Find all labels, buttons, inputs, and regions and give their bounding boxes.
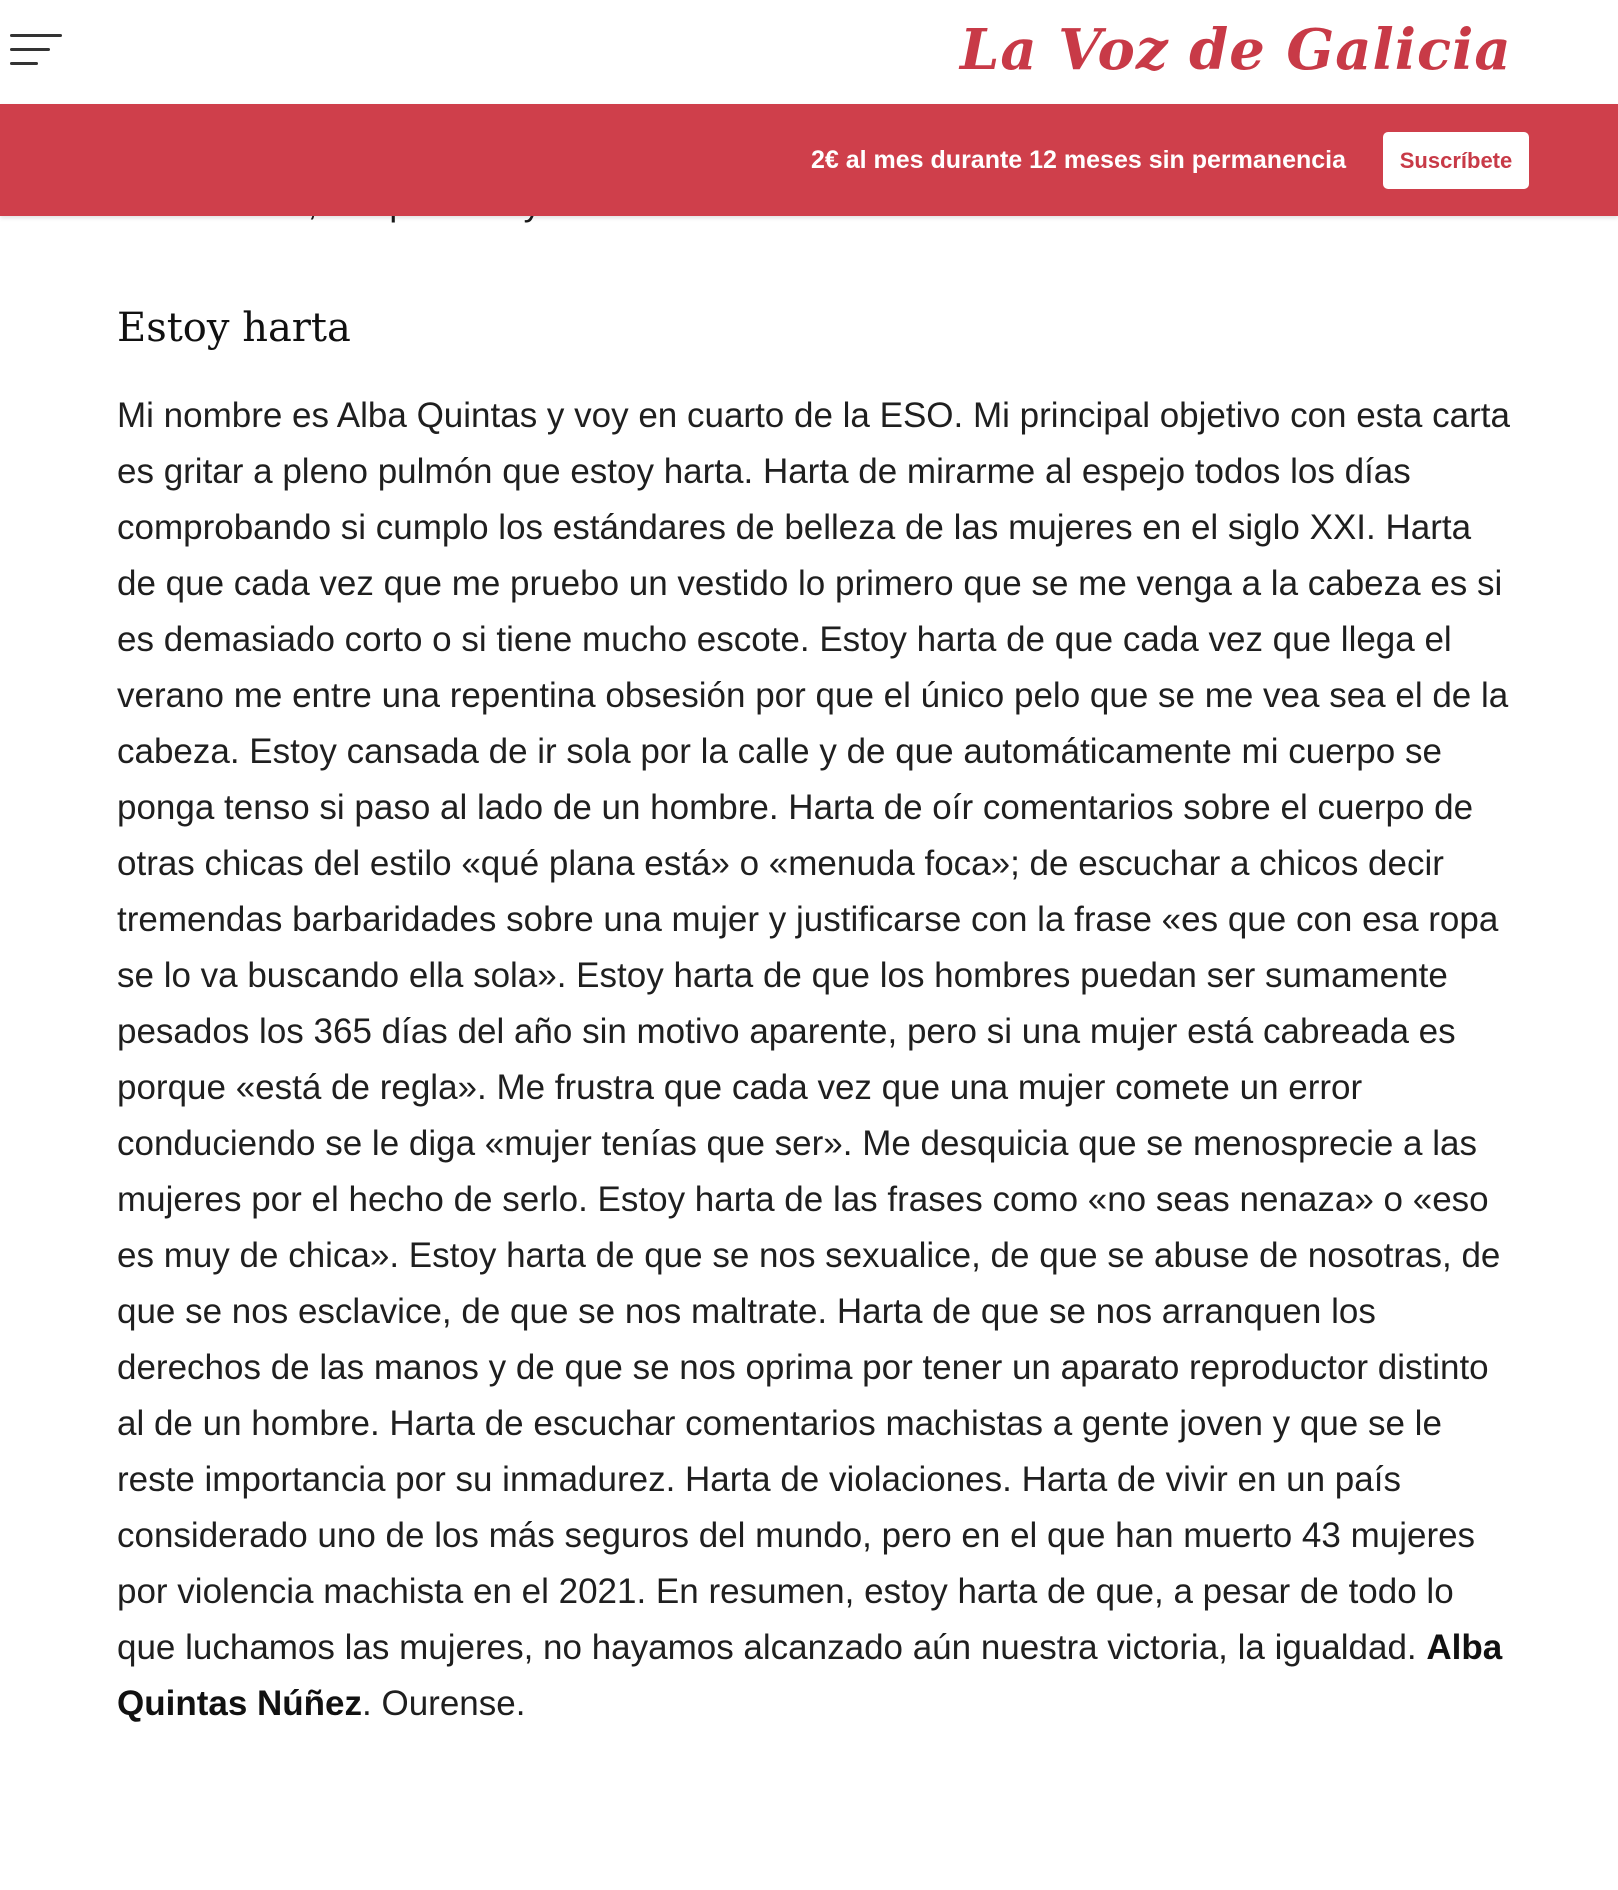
- site-header: [0, 0, 1618, 104]
- letter-title: Estoy harta: [117, 305, 351, 351]
- letter-body: [117, 388, 1517, 1732]
- subscribe-button[interactable]: Suscríbete: [1383, 132, 1529, 189]
- site-logo[interactable]: La Voz de Galicia: [960, 17, 1512, 83]
- letter-author: Alba Quintas Núñez: [117, 1628, 1503, 1723]
- promo-text: 2€ al mes durante 12 meses sin permanencia: [811, 146, 1346, 174]
- subscription-banner: [0, 104, 1618, 216]
- hamburger-menu-icon[interactable]: [10, 30, 64, 68]
- letter-text: Mi nombre es Alba Quintas y voy en cuarto de la ESO. Mi principal objetivo con esta carta es gritar a pleno pulmón que estoy harta. Harta de mirarme al espejo todos los días comprobando si cumplo los estándares de belleza de las mujeres en el siglo XXI. Harta de que cada vez que me pruebo un vestido lo primero que se me venga a la cabeza es si es demasiado corto o si tiene mucho escote. Estoy harta de que cada vez que llega el verano me entre una repentina obsesión por que el único pelo que se me vea sea el de la cabeza. Estoy cansada de ir sola por la calle y de que automáticamente mi cuerpo se ponga tenso si paso al lado de un hombre. Harta de oír comentarios sobre el cuerpo de otras chicas del estilo «qué plana está» o «menuda foca»; de escuchar a chicos decir tremendas barbaridades sobre una mujer y justificarse con la frase «es que con esa ropa se lo va buscando ella sola». Estoy harta de que los hombres puedan ser sumamente pesados los 365 días del año sin motivo aparente, pero si una mujer está cabreada es porque «está de regla». Me frustra que cada vez que una mujer comete un error conduciendo se le diga «mujer tenías que ser». Me desquicia que se menosprecie a las mujeres por el hecho de serlo. Estoy harta de las frases como «no seas nenaza» o «eso es muy de chica». Estoy harta de que se nos sexualice, de que se abuse de nosotras, de que se nos esclavice, de que se nos maltrate. Harta de que se nos arranquen los derechos de las manos y de que se nos oprima por tener un aparato reproductor distinto al de un hombre. Harta de escuchar comentarios machistas a gente joven y que se le reste importancia por su inmadurez. Harta de violaciones. Harta de vivir en un país considerado uno de los más seguros del mundo, pero en el que han muerto 43 mujeres por violencia machista en el 2021. En resumen, estoy harta de que, a pesar de todo lo que luchamos las mujeres, no hayamos alcanzado aún nuestra victoria, la igualdad.: [117, 396, 1510, 1667]
- letter-article: [117, 296, 1517, 1732]
- letter-location: . Ourense.: [362, 1684, 526, 1723]
